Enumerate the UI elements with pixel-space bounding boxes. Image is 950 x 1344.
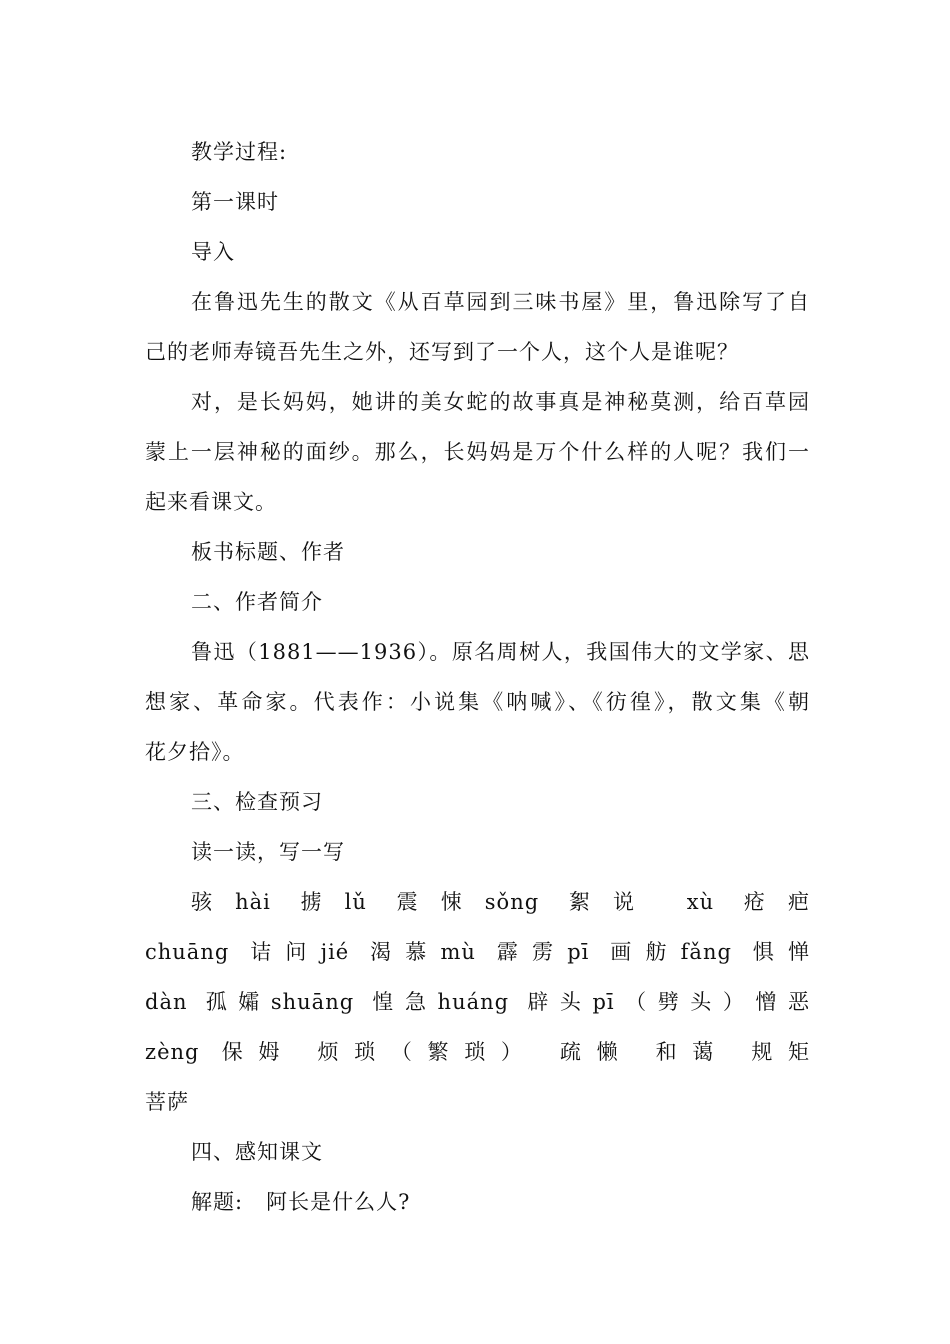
vocab-line: zèng 保姆 烦琐（繁琐） 疏懒 和蔼 规矩 (145, 1040, 810, 1064)
section-title: 三、检查预习 (191, 790, 323, 814)
para-line: 己的老师寿镜吾先生之外，还写到了一个人，这个人是谁呢？ (145, 340, 739, 364)
question-line: 解题: 阿长是什么人? (191, 1190, 411, 1214)
para-line: 起来看课文。 (145, 490, 277, 514)
vocab-line: 菩萨 (145, 1090, 189, 1114)
board-note: 板书标题、作者 (191, 540, 345, 564)
para-line: 鲁迅（1881——1936）。原名周树人，我国伟大的文学家、思 (191, 640, 810, 664)
heading-lesson: 第一课时 (191, 190, 279, 214)
para-line: 蒙上一层神秘的面纱。那么，长妈妈是万个什么样的人呢？我们一 (145, 440, 810, 464)
vocab-line: chuāng 诘问jié 渴慕mù 霹雳pī 画舫fǎng 惧惮 (145, 940, 810, 964)
vocab-line: dàn 孤孀shuāng 惶急huáng 辟头pī（劈头）憎恶 (145, 990, 810, 1014)
para-line: 想家、革命家。代表作：小说集《呐喊》、《彷徨》，散文集《朝 (145, 690, 810, 714)
para-line: 在鲁迅先生的散文《从百草园到三味书屋》里，鲁迅除写了自 (191, 290, 810, 314)
section-subtitle: 读一读，写一写 (191, 840, 345, 864)
vocab-line: 骇hài 掳lǔ 震悚sǒng 絮说 xù 疮疤 (191, 890, 810, 914)
section-title: 四、感知课文 (191, 1140, 323, 1164)
heading-process: 教学过程: (191, 140, 288, 164)
section-title: 二、作者简介 (191, 590, 323, 614)
para-line: 花夕拾》。 (145, 740, 245, 764)
heading-intro: 导入 (191, 240, 235, 264)
para-line: 对，是长妈妈，她讲的美女蛇的故事真是神秘莫测，给百草园 (191, 390, 810, 414)
